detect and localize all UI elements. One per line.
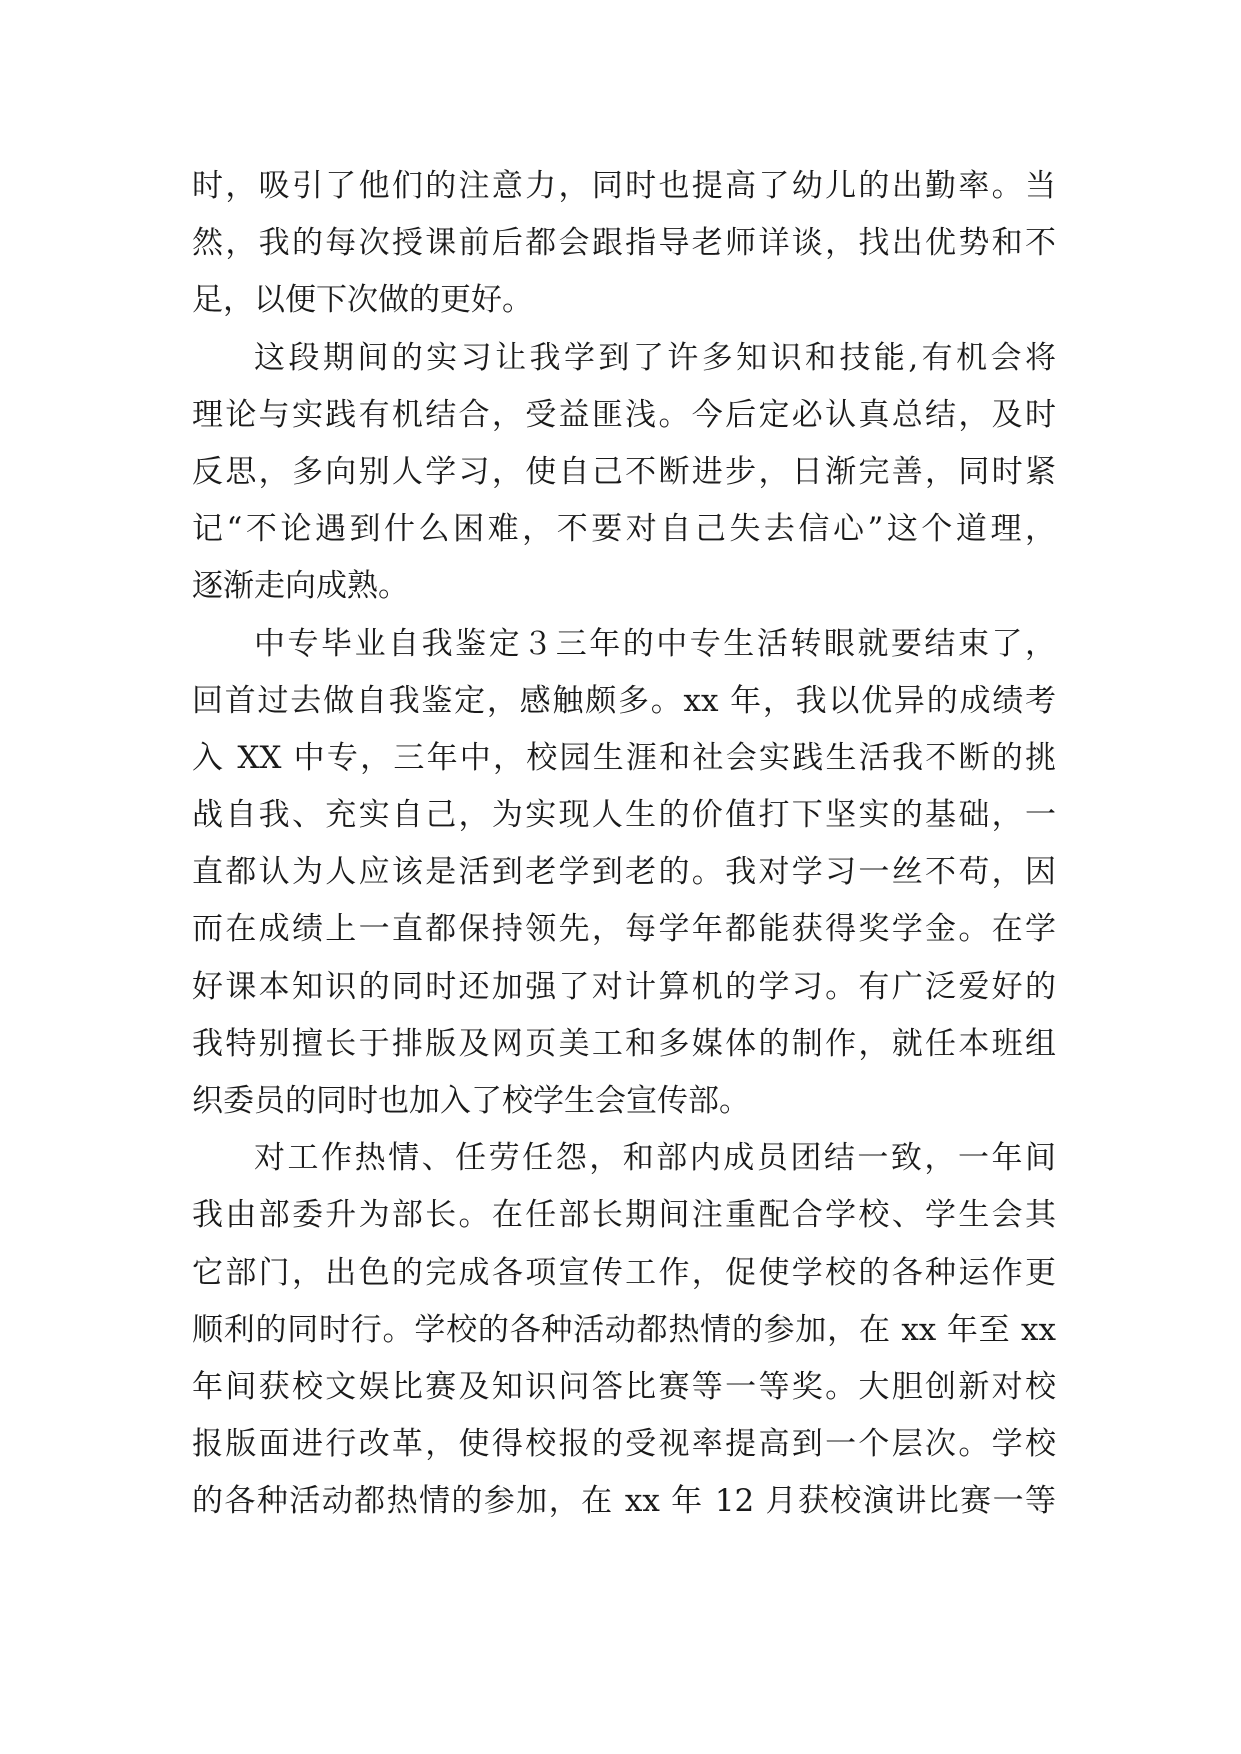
text-line: 入 XX 中专，三年中，校园生涯和社会实践生活我不断的挑: [192, 739, 1056, 776]
text-line: 回首过去做自我鉴定，感触颇多。xx 年，我以优异的成绩考: [192, 682, 1056, 719]
text-line: 顺利的同时行。学校的各种活动都热情的参加，在 xx 年至 xx: [192, 1311, 1056, 1348]
text-line: 我由部委升为部长。在任部长期间注重配合学校、学生会其: [192, 1197, 1056, 1234]
text-line: 反思，多向别人学习，使自己不断进步，日渐完善，同时紧: [192, 453, 1056, 490]
text-line: 报版面进行改革，使得校报的受视率提高到一个层次。学校: [192, 1426, 1056, 1463]
paragraph-1: [192, 158, 1056, 330]
text-line: 中专毕业自我鉴定３三年的中专生活转眼就要结束了，: [254, 625, 1056, 662]
text-line: 年间获校文娱比赛及知识问答比赛等一等奖。大胆创新对校: [192, 1368, 1056, 1405]
text-line: 这段期间的实习让我学到了许多知识和技能,有机会将: [254, 339, 1056, 376]
text-line: 好课本知识的同时还加强了对计算机的学习。有广泛爱好的: [192, 968, 1056, 1005]
text-line: 理论与实践有机结合，受益匪浅。今后定必认真总结，及时: [192, 396, 1056, 433]
document-body: [192, 158, 1056, 1531]
text-line: 的各种活动都热情的参加，在 xx 年 12 月获校演讲比赛一等: [192, 1483, 1056, 1520]
text-line: 逐渐走向成熟。: [192, 568, 409, 605]
text-line: 而在成绩上一直都保持领先，每学年都能获得奖学金。在学: [192, 911, 1056, 948]
text-line: 足，以便下次做的更好。: [192, 282, 533, 319]
paragraph-3: [192, 616, 1056, 1131]
text-line: 记“不论遇到什么困难，不要对自己失去信心”这个道理，: [192, 511, 1056, 548]
text-line: 战自我、充实自己，为实现人生的价值打下坚实的基础，一: [192, 797, 1056, 834]
text-line: 它部门，出色的完成各项宣传工作，促使学校的各种运作更: [192, 1254, 1056, 1291]
paragraph-2: [192, 330, 1056, 616]
text-line: 时，吸引了他们的注意力，同时也提高了幼儿的出勤率。当: [192, 168, 1056, 204]
paragraph-4: [192, 1130, 1056, 1530]
text-line: 我特别擅长于排版及网页美工和多媒体的制作，就任本班组: [192, 1025, 1056, 1062]
text-line: 织委员的同时也加入了校学生会宣传部。: [192, 1083, 750, 1119]
text-line: 直都认为人应该是活到老学到老的。我对学习一丝不苟，因: [192, 854, 1056, 891]
text-line: 然，我的每次授课前后都会跟指导老师详谈，找出优势和不: [192, 225, 1056, 262]
text-line: 对工作热情、任劳任怨，和部内成员团结一致，一年间: [254, 1140, 1056, 1177]
